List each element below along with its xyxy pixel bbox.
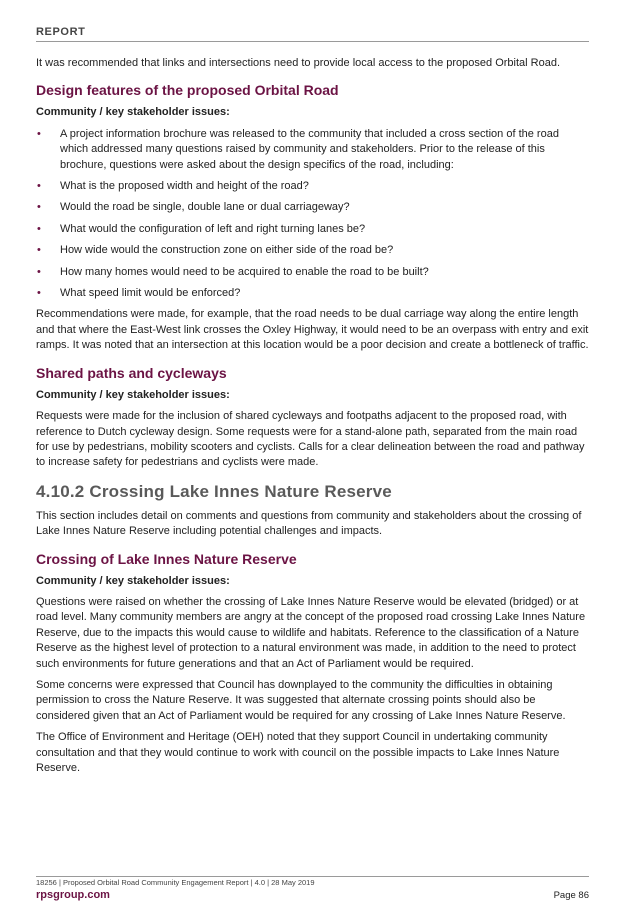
- page-number: Page 86: [553, 890, 589, 901]
- list-item: • What speed limit would be enforced?: [36, 286, 589, 301]
- design-questions-list: [36, 127, 589, 302]
- bullet-icon: •: [37, 127, 41, 140]
- list-item: • How wide would the construction zone on either side of the road be?: [36, 243, 589, 258]
- paths-issues-label: Community / key stakeholder issues:: [36, 388, 230, 401]
- list-item: • How many homes would need to be acquired to enable the road to be built?: [36, 265, 589, 280]
- bullet-icon: •: [37, 201, 41, 214]
- lake-innes-section-heading: 4.10.2 Crossing Lake Innes Nature Reserve: [36, 481, 392, 501]
- lake-paragraph-3: The Office of Environment and Heritage (OEH) noted that they support Council in undertaking community consultation and that they would continue to work with council on the possible impacts to Lake Innes Nature Reserve.: [36, 731, 560, 774]
- footer-reference: 18256 | Proposed Orbital Road Community Engagement Report | 4.0 | 28 May 2019: [36, 878, 315, 887]
- bullet-icon: •: [37, 265, 41, 278]
- shared-paths-heading: Shared paths and cycleways: [36, 364, 227, 381]
- report-header: [36, 26, 589, 42]
- lake-paragraph-1: Questions were raised on whether the crossing of Lake Innes Nature Reserve would be elevated (bridged) or at road level. Many community members are angry at the concept of the proposed road crossing Lake Innes Nature Reserve, due to the impacts this would cause to wildlife and habitats. Reference to the classification of a Nature Reserve as the highest level of protection to a natural environment was made, in addition to the need to protect such environments for future generations and that an Act of Parliament would be required.: [36, 595, 586, 670]
- lake-paragraph-2: Some concerns were expressed that Council has downplayed to the community the difficulties in obtaining permission to cross the Nature Reserve. It was suggested that alternate crossing points should also be considered given that an Act of Parliament would be required for any crossing of Lake Innes Nature Reserve.: [36, 678, 566, 722]
- design-features-heading: Design features of the proposed Orbital Road: [36, 82, 339, 99]
- design-issues-label: Community / key stakeholder issues:: [36, 106, 230, 119]
- lake-crossing-heading: Crossing of Lake Innes Nature Reserve: [36, 550, 297, 567]
- bullet-icon: •: [37, 287, 41, 300]
- header-label: REPORT: [36, 26, 86, 38]
- list-item: • What would the configuration of left and right turning lanes be?: [36, 222, 589, 237]
- list-item: • A project information brochure was released to the community that included a cross section of the road which addressed many questions raised by community and stakeholders. Prior to the release of this brochure, questions were asked about the design specifics of the road, including:: [37, 127, 559, 171]
- design-recommendations-paragraph: Recommendations were made, for example, that the road needs to be dual carriage way along the entire length and that where the East-West link crosses the Oxley Highway, it would need to be an overpass with entry and exit ramps. It was noted that an intersection at this location would be a poor decision and create a bottleneck of traffic.: [36, 308, 589, 352]
- lake-issues-label: Community / key stakeholder issues:: [36, 574, 230, 587]
- bullet-icon: •: [37, 244, 41, 257]
- lake-intro-paragraph: This section includes detail on comments and questions from community and stakeholders about the crossing of Lake Innes Nature Reserve including potential challenges and impacts.: [36, 509, 582, 538]
- page-content: [36, 56, 589, 782]
- list-item: • What is the proposed width and height of the road?: [36, 179, 589, 194]
- footer-site-link[interactable]: rpsgroup.com: [36, 889, 110, 901]
- intro-paragraph: It was recommended that links and intersections need to provide local access to the proposed Orbital Road.: [36, 57, 561, 69]
- paths-paragraph: Requests were made for the inclusion of shared cycleways and footpaths adjacent to the proposed road, with reference to Dutch cycleway design. Some requests were for a stand-alone path, separated from the main road for use by pedestrians, mobility scooters and cyclists. Calls for a clear delineation between the road and pathway to increase safety for pedestrians and cyclists were made.: [36, 410, 585, 469]
- bullet-icon: •: [37, 222, 41, 235]
- bullet-icon: •: [37, 180, 41, 193]
- list-item: • Would the road be single, double lane or dual carriageway?: [36, 200, 589, 215]
- footer-divider: [36, 876, 589, 877]
